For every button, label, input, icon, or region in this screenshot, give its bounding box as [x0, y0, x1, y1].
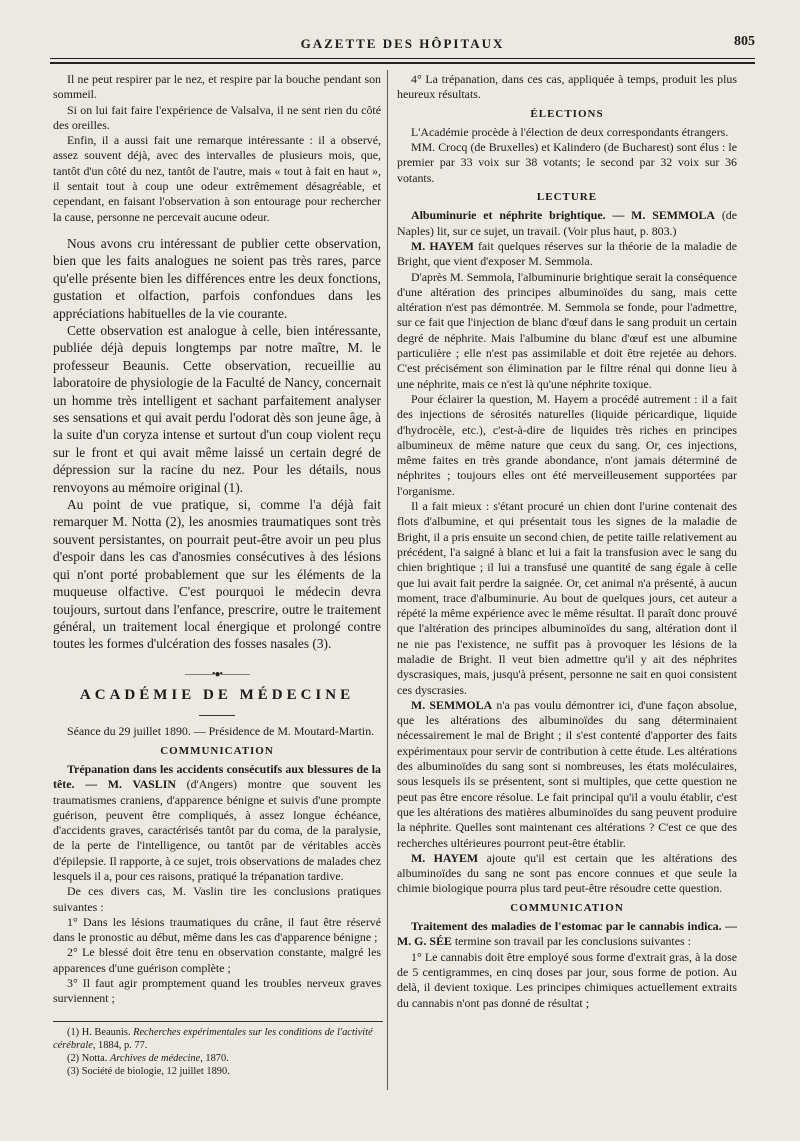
- article-author: — M. G. SÉE: [397, 919, 737, 949]
- subheading-communication: COMMUNICATION: [510, 901, 624, 914]
- conclusion-item: 4° La trépanation, dans ces cas, appliquée à temps, produit les plus heureux résultats.: [397, 72, 737, 102]
- paragraph: L'Académie procède à l'élection de deux correspondants étrangers.: [411, 124, 729, 139]
- paragraph-large: Au point de vue pratique, si, comme l'a déjà fait remarquer M. Notta (2), les anosmies traumatiques sont très souvent persistantes, on pourrait peut-être avoir un peu plus d'espoir dans les cas d'anosmies consécutives à des lésions qui n'ont porté probablement que sur les éléments de la muqueuse olfactive. C'est pourquoi le médecin devra toujours, surtout dans l'enfance, prescrire, outre le traitement général, un traitement local énergique et prolongé contre toutes les formes d'ulcération des fosses nasales (3).: [53, 497, 381, 652]
- paragraph: Si on lui fait faire l'expérience de Valsalva, il ne sent rien du côté des oreilles.: [53, 102, 381, 132]
- paragraph: M. HAYEM ajoute qu'il est certain que les altérations des albuminoïdes du sang ne sont pas encore connues et que seule la chimie biologique pourra plus tard peut-être résoudre cette question.: [397, 850, 738, 896]
- article-author: — M. SEMMOLA: [605, 208, 715, 223]
- article-body: (d'Angers) montre que souvent les traumatismes craniens, d'apparence bénigne et suivis d'une prompte guérison, peuvent être compliqués, à assez longue échéance, d'accidents graves, caractérisés tantôt par du coma, de la paralysie, de la perte de l'intelligence, ou tantôt par de véritables accès d'épilepsie. Il rapporte, à ce sujet, trois observations de malades chez lesquels il a, pour ces raisons, pratiqué la trépanation tardive.: [53, 777, 381, 883]
- article-title: Trépanation dans les accidents consécutifs aux blessures de la tête.: [53, 761, 381, 792]
- right-column: [397, 72, 737, 1011]
- paragraph-large: Nous avons cru intéressant de publier cette observation, bien que les faits analogues ne soient pas très rares, parce qu'elle présente bien les différences entre les deux fonctions, gustation et olfaction, parfois confondues dans les appréciations habituelles de la vie courante.: [53, 235, 381, 321]
- subheading-lecture: LECTURE: [536, 191, 598, 204]
- session-line: Séance du 29 juillet 1890. — Présidence de M. Moutard-Martin.: [67, 724, 375, 739]
- paragraph: Enfin, il a aussi fait une remarque intéressante : il a observé, assez souvent déjà, avec des intervalles de plusieurs mois, que, tantôt d'un côté du nez, tantôt de l'autre, mais « tout à fait en haut », il sentait tout à coup une odeur extrêmement désagréable, et cependant, en faisant l'observation à son entourage pour rechercher la cause, personne ne percevait aucune odeur.: [53, 133, 381, 224]
- subheading-elections: ÉLECTIONS: [530, 107, 604, 120]
- article-author: — M. VASLIN: [85, 777, 176, 792]
- section-heading-academy: ACADÉMIE DE MÉDECINE: [79, 687, 355, 704]
- footnote-1: (1) H. Beaunis. Recherches expérimentales sur les conditions de l'activité cérébrale, 1884, p. 77.: [53, 1026, 373, 1051]
- paragraph: MM. Crocq (de Bruxelles) et Kalindero (de Bucharest) sont élus : le premier par 33 voix sur 38 votants; le second par 32 voix sur 36 votants.: [397, 140, 737, 185]
- header-rule: [50, 58, 755, 59]
- paragraph: Il a fait mieux : s'étant procuré un chien dont l'urine contenait des flots d'albumine, et qui présentait tous les signes de la maladie de Bright, il a pris ensuite un second chien, de petite taille relativement au précédent, l'a saigné à blanc et lui a fait la transfusion avec le sang du chien brightique ; il lui a transfusé une quantité de sang égale à celle que lui avait fait perdre la saignée. Or, cet animal n'a présenté, à aucun moment, trace d'albuminurie. Au bout de quelques jours, cet auteur a répété la même expérience avec le même résultat. Il paraît donc prouvé que l'altération des principes albuminoïdes du sang, altération dont il ne nie pas l'existence, ne suffit pas à provoquer les lésions de la maladie de Bright. Il veut bien admettre qu'il y ait des néphrites dyscrasiques, mais, jusqu'à présent, personne ne sait en quoi consistent ces dyscrasies.: [397, 499, 737, 697]
- article-estomac: [397, 919, 737, 950]
- column-divider: [387, 70, 388, 1090]
- paragraph: De ces divers cas, M. Vaslin tire les conclusions pratiques suivantes :: [53, 884, 381, 914]
- article-body: (de Naples) lit, sur ce sujet, un travail. (Voir plus haut, p. 803.): [397, 208, 738, 238]
- ornament-divider: ———•●•———: [184, 668, 250, 680]
- article-title: Traitement des maladies de l'estomac par le cannabis indica.: [411, 919, 722, 934]
- footnote-3: (3) Société de biologie, 12 juillet 1890.: [67, 1065, 230, 1077]
- paragraph: Il ne peut respirer par le nez, et respire par la bouche pendant son sommeil.: [53, 72, 381, 102]
- footnote-rule: [53, 1021, 383, 1022]
- paragraph-large: Cette observation est analogue à celle, bien intéressante, publiée déjà depuis longtemps par notre maître, M. le professeur Beaunis. Cette observation, recueillie au laboratoire de physiologie de la Faculté de Nancy, concernait un homme très intelligent et sachant parfaitement analyser ses sensations et qui avait perdu l'odorat dès son jeune âge, à la suite d'un coryza intense et surtout d'un coup violent reçu sur le front et qui avait même laissé un certain degré de dépression sur la racine du nez. Pour les détails, nous renvoyons au mémoire original (1).: [53, 323, 381, 495]
- left-column: [53, 72, 381, 1078]
- short-rule: [199, 715, 235, 716]
- paragraph: M. SEMMOLA n'a pas voulu démontrer ici, d'une façon absolue, que les altérations des albuminoïdes du sang déterminaient nécessairement le mal de Bright ; il s'est contenté d'apporter des faits expérimentaux pour servir de contribution à cette étude. Les altérations des albuminoïdes du sang sont si nombreuses, les états moléculaires, sous lesquels ils se présentent, sont si multiples, que cette question ne peut pas être encore résolue. Le fait principal qu'il a voulu établir, c'est que les altérations des matières albuminoïdes du sang peuvent produire la néphrite. Quelles sont maintenant ces altérations ? C'est ce que des recherches ultérieures pourront peut-être établir.: [397, 697, 737, 850]
- article-body: termine son travail par les conclusions suivantes :: [451, 934, 691, 949]
- article-albuminurie: [397, 208, 737, 239]
- header-rule-thick: [50, 62, 755, 64]
- running-title: GAZETTE DES HÔPITAUX: [300, 36, 505, 51]
- page-header: [50, 36, 755, 58]
- article-trepanation: [53, 762, 381, 884]
- footnote-2: (2) Notta. Archives de médecine, 1870.: [67, 1052, 229, 1064]
- subheading-communication: COMMUNICATION: [160, 744, 274, 757]
- conclusion-item: 1° Dans les lésions traumatiques du crâne, il faut être réservé dans le pronostic au début, même dans les cas d'apparence bénigne ;: [53, 914, 381, 945]
- paragraph: D'après M. Semmola, l'albuminurie brightique serait la conséquence d'une altération des principes albuminoïdes du sang, mais cette altération n'est pas démontrée. M. Semmola se fonde, pour l'admettre, sur ce fait que l'injection de blanc d'œuf dans le sang produit un certain degré de néphrite. Mais l'albumine du blanc d'œuf est une albumine particulière ; elle n'est pas assimilable et doit être rejetée au dehors. C'est précisément son élimination par le filtre rénal qui donne lieu à une néphrite, mais ce n'est là qu'une néphrite toxique.: [397, 269, 737, 391]
- article-title: Albuminurie et néphrite brightique.: [411, 208, 606, 223]
- conclusion-item: 3° Il faut agir promptement quand les troubles nerveux graves surviennent ;: [53, 976, 381, 1006]
- conclusion-item: 1° Le cannabis doit être employé sous forme d'extrait gras, à la dose de 5 centigrammes, en cinq doses par jour, sous forme de potion. Au delà, il devient toxique. Les principes chimiques actuellement extraits du cannabis n'ont pas donné de résultat ;: [397, 949, 737, 1010]
- paragraph: M. HAYEM fait quelques réserves sur la théorie de la maladie de Bright, que vient d'exposer M. Semmola.: [397, 238, 737, 269]
- conclusion-item: 2° Le blessé doit être tenu en observation constante, malgré les apparences d'une guérison complète ;: [53, 945, 381, 975]
- footnotes: [53, 1026, 381, 1078]
- page-number: 805: [734, 34, 755, 49]
- paragraph: Pour éclairer la question, M. Hayem a procédé autrement : il a fait des injections de sérosités naturelles (liquide péricardique, liquide d'hydrocèle, etc.), c'est-à-dire de liquides très riches en principes albumineux de même nature que ceux du sang. Or, ces injections, même faites en très grande abondance, n'ont jamais déterminé de néphrites ; toujours elles ont été merveilleusement supportées par l'organisme.: [397, 391, 737, 498]
